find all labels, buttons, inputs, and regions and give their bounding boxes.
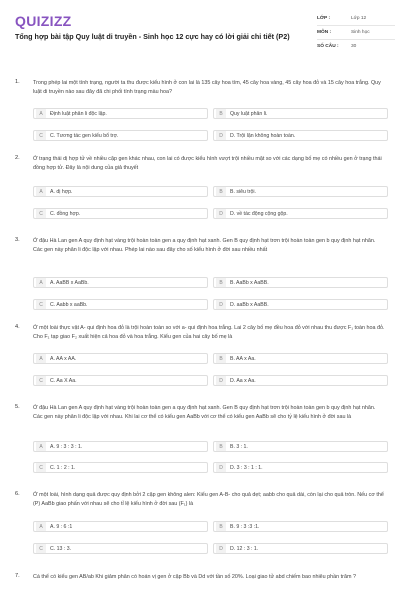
option-b[interactable]: [213, 186, 388, 197]
option-letter: A: [36, 354, 46, 363]
option-d[interactable]: [213, 375, 388, 386]
option-b[interactable]: [213, 521, 388, 532]
option-letter: A: [36, 522, 46, 531]
option-letter: B: [216, 354, 226, 363]
option-d[interactable]: [213, 130, 388, 141]
option-letter: C: [36, 376, 46, 385]
option-b[interactable]: [213, 441, 388, 452]
option-text: B. AA x Aa.: [230, 355, 256, 362]
option-letter: A: [36, 442, 46, 451]
meta-row-count: [317, 40, 395, 53]
option-a[interactable]: [33, 186, 208, 197]
meta-key: SỐ CÂU :: [317, 44, 339, 49]
option-text: Định luật phân li độc lập.: [50, 110, 107, 117]
option-d[interactable]: [213, 543, 388, 554]
question-number: 2.: [15, 155, 20, 161]
option-c[interactable]: [33, 299, 208, 310]
option-letter: D: [216, 544, 226, 553]
option-letter: B: [216, 442, 226, 451]
question-text: Ở một loài thực vật A- qui định hoa đỏ là trội hoàn toàn so với a- qui định hoa trắng. Lai 2 cây bố mẹ đều hoa đỏ với nhau thu được F₁ toàn hoa đỏ. Cho F₁ tạp giao F₂ xuất hiện cả hoa đỏ và hoa trắng. Kiểu gen của hai cây bố mẹ là: [33, 325, 385, 340]
option-letter: D: [216, 131, 226, 140]
option-letter: B: [216, 187, 226, 196]
option-c[interactable]: [33, 208, 208, 219]
option-text: B. 3 : 1.: [230, 443, 248, 450]
option-a[interactable]: [33, 521, 208, 532]
question-number: 5.: [15, 404, 20, 410]
option-letter: C: [36, 209, 46, 218]
option-text: B. 9 : 3 :3 :1.: [230, 523, 260, 530]
question-text: Ở đậu Hà Lan gen A quy định hạt vàng trội hoàn toàn gen a quy định hạt xanh. Gen B quy định hạt trơn trội hoàn toàn gen b quy định hạt nhăn. Các gen này phân li độc lập với nhau. Khi lai cơ thể có kiểu gen AaBb với cơ thể có kiểu gen AaBb sẽ cho tỷ lệ kiểu hình ở đời sau là: [33, 405, 376, 420]
meta-row-subject: [317, 26, 395, 40]
question-number: 6.: [15, 491, 20, 497]
option-d[interactable]: [213, 462, 388, 473]
option-letter: B: [216, 278, 226, 287]
document-meta: [317, 12, 395, 53]
option-letter: A: [36, 278, 46, 287]
question-text: Ở trạng thái dị hợp tử về nhiều cặp gen khác nhau, con lai có được kiểu hình vượt trội nhiều mặt so với các dạng bố mẹ có nhiều gen ở trạng thái đồng hợp tử. Đây là nội dung của giả thuyết: [33, 156, 382, 171]
option-letter: D: [216, 376, 226, 385]
option-letter: B: [216, 109, 226, 118]
option-text: D. aaBb x AaBB.: [230, 301, 269, 308]
option-text: A. 9 : 3 : 3 : 1.: [50, 443, 83, 450]
option-d[interactable]: [213, 208, 388, 219]
question-number: 7.: [15, 573, 20, 579]
option-text: A. 9 : 6 :1: [50, 523, 73, 530]
page-header: [0, 0, 400, 66]
option-d[interactable]: [213, 299, 388, 310]
option-text: D. Trội lặn không hoàn toàn.: [230, 132, 296, 139]
option-letter: D: [216, 300, 226, 309]
question-text: Trong phép lai một tính trạng, người ta thu được kiểu hình ở con lai là 135 cây hoa tím, 45 cây hoa vàng, 45 cây hoa đỏ và 15 cây hoa trắng. Quy luật di truyền nào sau đây đã chi phối tính trạng màu hoa?: [33, 80, 381, 95]
option-letter: D: [216, 463, 226, 472]
option-letter: C: [36, 463, 46, 472]
option-a[interactable]: [33, 441, 208, 452]
option-b[interactable]: [213, 353, 388, 364]
option-text: A. AaBB x AaBb.: [50, 279, 89, 286]
option-c[interactable]: [33, 462, 208, 473]
option-letter: A: [36, 109, 46, 118]
question-number: 1.: [15, 79, 20, 85]
option-text: A. dị hợp.: [50, 188, 73, 195]
meta-row-class: [317, 12, 395, 26]
option-a[interactable]: [33, 108, 208, 119]
option-text: B. siêu trội.: [230, 188, 256, 195]
question-text: Ở đậu Hà Lan gen A quy định hạt vàng trội hoàn toàn gen a quy định hạt xanh. Gen B quy định hạt trơn trội hoàn toàn gen b quy định hạt nhăn. Các gen này phân li độc lập với nhau. Phép lai nào sau đây cho số kiểu hình ở đời sau nhiều nhất: [33, 238, 376, 253]
meta-key: MÔN :: [317, 30, 332, 35]
question-text: Cá thể có kiểu gen AB/ab Khi giảm phân có hoán vị gen ở cặp Bb và Dd với tần số 20%. Loại giao tử abd chiếm bao nhiêu phần trăm ?: [33, 574, 356, 580]
option-text: C. 13 : 3.: [50, 545, 72, 552]
option-c[interactable]: [33, 543, 208, 554]
option-text: D. về tác động cộng gộp.: [230, 210, 288, 217]
option-b[interactable]: [213, 108, 388, 119]
option-text: C. Aabb x aaBb.: [50, 301, 88, 308]
option-letter: C: [36, 131, 46, 140]
option-text: Quy luật phân li.: [230, 110, 268, 117]
option-text: C. Aa X Aa.: [50, 377, 77, 384]
option-text: C. 1 : 2 : 1.: [50, 464, 76, 471]
option-text: D. 3 : 3 : 1 : 1.: [230, 464, 263, 471]
question-number: 4.: [15, 324, 20, 330]
option-text: C. Tương tác gen kiểu bổ trợ.: [50, 132, 119, 139]
option-letter: A: [36, 187, 46, 196]
meta-value: Sinh học: [351, 30, 370, 35]
option-a[interactable]: [33, 277, 208, 288]
question-text: Ở một loài, hình dạng quả được quy định bởi 2 cặp gen không alen: Kiểu gen A-B- cho quả dẹt; aabb cho quả dài, còn lại cho quả tròn. Nếu cơ thể (P) AaBb giao phấn với nhau sẽ cho tỉ lệ kiểu hình ở đời sau (F₁) là: [33, 492, 384, 507]
quizizz-logo: QUIZIZZ: [15, 13, 72, 29]
option-a[interactable]: [33, 353, 208, 364]
meta-value: Lớp 12: [351, 16, 367, 21]
option-letter: D: [216, 209, 226, 218]
meta-value: 30: [351, 44, 357, 49]
option-text: D. Aa x Aa.: [230, 377, 256, 384]
option-text: C. đồng hợp.: [50, 210, 81, 217]
option-letter: C: [36, 544, 46, 553]
option-letter: B: [216, 522, 226, 531]
option-text: D. 12 : 3 : 1.: [230, 545, 259, 552]
option-text: A. AA x AA.: [50, 355, 77, 362]
option-c[interactable]: [33, 375, 208, 386]
question-number: 3.: [15, 237, 20, 243]
document-title: Tổng hợp bài tập Quy luật di truyền - Sinh học 12 cực hay có lời giải chi tiết (P2): [15, 32, 290, 41]
option-letter: C: [36, 300, 46, 309]
option-text: B. AaBb x AaBB.: [230, 279, 269, 286]
option-b[interactable]: [213, 277, 388, 288]
meta-key: LỚP :: [317, 16, 331, 21]
option-c[interactable]: [33, 130, 208, 141]
